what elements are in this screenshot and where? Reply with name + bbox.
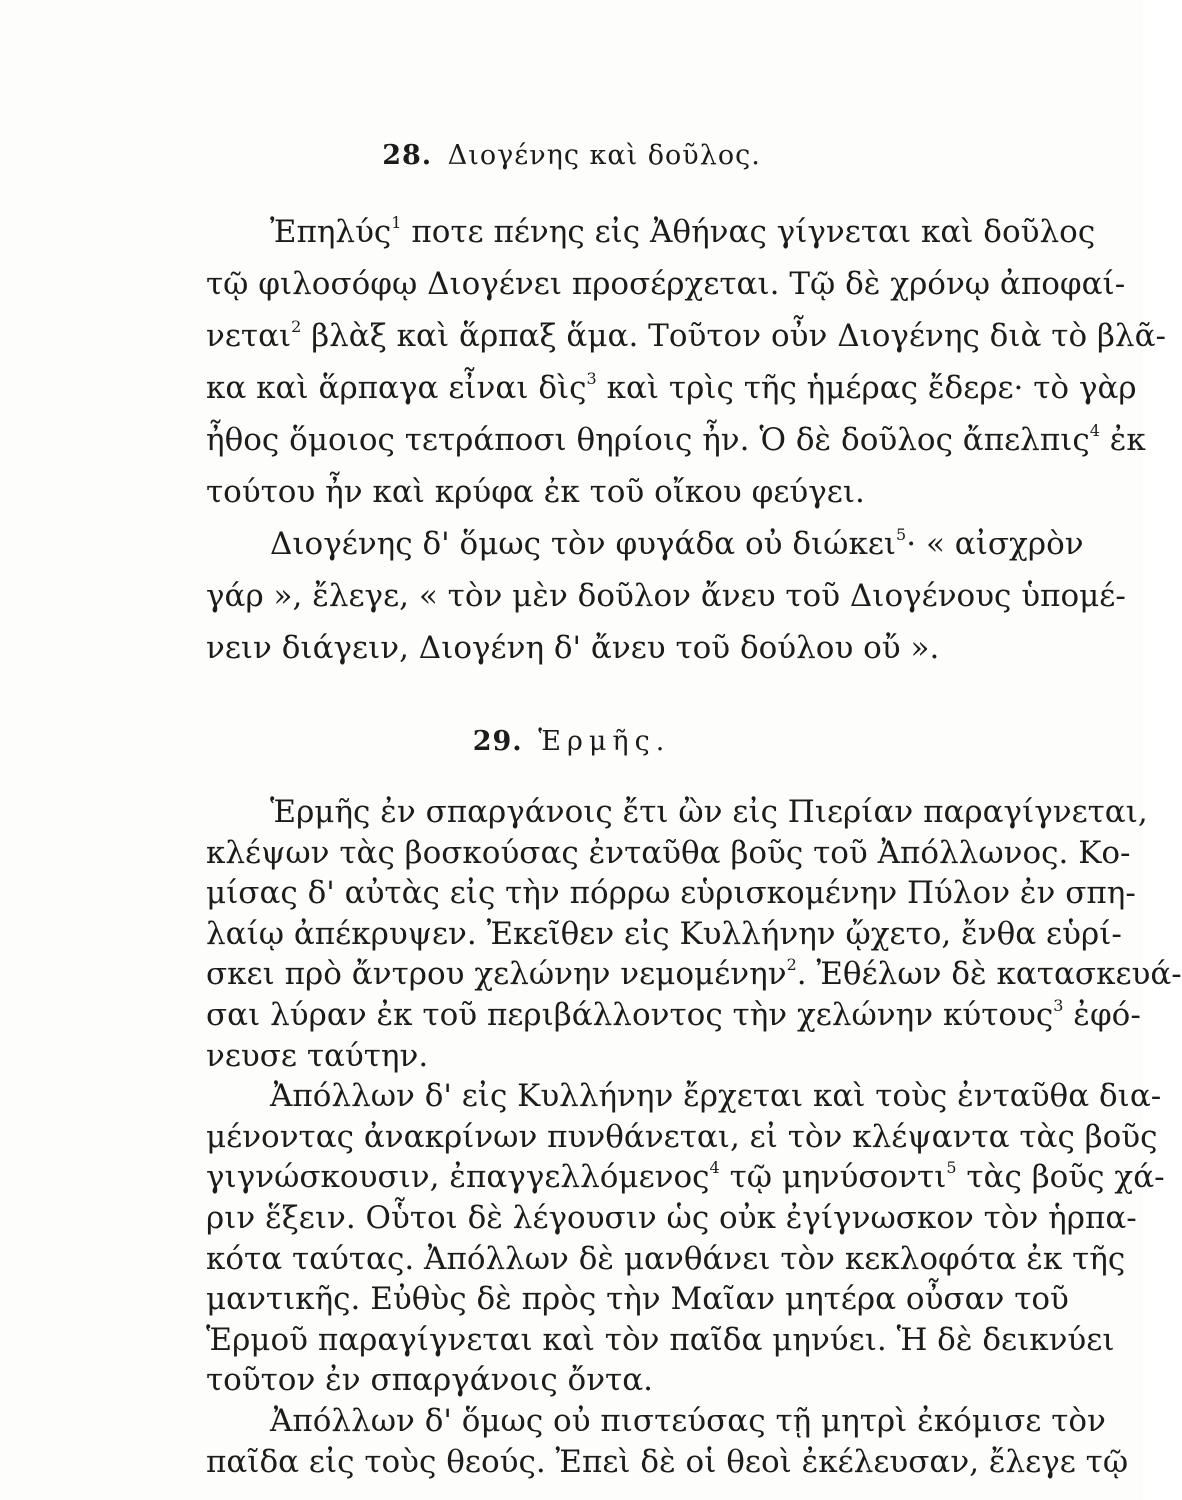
- section-heading: [0, 726, 1143, 757]
- text-line: γιγνώσκουσιν, ἐπαγγελλόμενος$^4$ τῷ μηνύσοντι$^5$ τὰς βοῦς χά-: [206, 1158, 1165, 1195]
- text-line: παῖδα εἰς τοὺς θεούς. Ἐπεὶ δὲ οἱ θεοὶ ἐκέλευσαν, ἔλεγε τῷ: [206, 1444, 1129, 1480]
- section-title: Διογένης καὶ δοῦλος.: [447, 140, 761, 171]
- text-line: σκει πρὸ ἄντρου χελώνην νεμομένην$^2$. Ἐθέλων δὲ κατασκευά-: [206, 955, 1182, 992]
- footnote-marker: 2: [291, 317, 302, 336]
- text-line: κότα ταύτας. Ἀπόλλων δὲ μανθάνει τὸν κεκλοφότα ἐκ τῆς: [206, 1241, 1126, 1277]
- text-line: Ἀπόλλων δ' εἰς Κυλλήνην ἔρχεται καὶ τοὺς ἐνταῦθα δια-: [270, 1078, 1162, 1114]
- text-line: Ἀπόλλων δ' ὅμως οὐ πιστεύσας τῇ μητρὶ ἐκόμισε τὸν: [270, 1403, 1106, 1439]
- text-line: μίσας δ' αὐτὰς εἰς τὴν πόρρω εὑρισκομένην Πύλον ἐν σπη-: [206, 875, 1136, 911]
- text-line: γάρ », ἔλεγε, « τὸν μὲν δοῦλον ἄνευ τοῦ Διογένους ὑπομέ-: [206, 578, 1126, 614]
- text-line: ἦθος ὅμοιος τετράποσι θηρίοις ἦν. Ὁ δὲ δοῦλος ἄπελπις$^4$ ἐκ: [206, 421, 1146, 458]
- text-line: τοῦτον ἐν σπαργάνοις ὄντα.: [206, 1362, 653, 1398]
- text-line: μένοντας ἀνακρίνων πυνθάνεται, εἰ τὸν κλέψαντα τὰς βοῦς: [206, 1119, 1158, 1155]
- text-line: μαντικῆς. Εὐθὺς δὲ πρὸς τὴν Μαῖαν μητέρα οὖσαν τοῦ: [206, 1281, 1069, 1317]
- footnote-marker: 5: [896, 525, 907, 544]
- footnote-marker: 1: [391, 213, 402, 232]
- text-line: ριν ἕξειν. Οὗτοι δὲ λέγουσιν ὡς οὐκ ἐγίγνωσκον τὸν ἡρπα-: [206, 1200, 1137, 1236]
- text-line: λαίῳ ἀπέκρυψεν. Ἐκεῖθεν εἰς Κυλλήνην ᾤχετο, ἔνθα εὑρί-: [206, 916, 1122, 952]
- text-line: τούτου ἦν καὶ κρύφα ἐκ τοῦ οἴκου φεύγει.: [206, 474, 865, 510]
- text-line: νεται$^2$ βλὰξ καὶ ἅρπαξ ἅμα. Τοῦτον οὖν Διογένης διὰ τὸ βλᾶ-: [206, 317, 1166, 354]
- footnote-marker: 4: [709, 1158, 720, 1177]
- section-number: 29.: [472, 726, 523, 757]
- footnote-marker: 4: [1089, 421, 1100, 440]
- text-line: σαι λύραν ἐκ τοῦ περιβάλλοντος τὴν χελώνην κύτους$^3$ ἐφό-: [206, 996, 1141, 1033]
- text-line: Ἑρμῆς ἐν σπαργάνοις ἔτι ὢν εἰς Πιερίαν παραγίγνεται,: [270, 794, 1148, 830]
- text-line: Διογένης δ' ὅμως τὸν φυγάδα οὐ διώκει$^5$· « αἰσχρὸν: [270, 525, 1084, 562]
- section-heading: [0, 140, 1143, 171]
- footnote-marker: 3: [1053, 996, 1064, 1015]
- text-line: νευσε ταύτην.: [206, 1038, 429, 1074]
- footnote-marker: 5: [946, 1158, 957, 1177]
- text-line: Ἑρμοῦ παραγίγνεται καὶ τὸν παῖδα μηνύει. Ἡ δὲ δεικνύει: [206, 1322, 1115, 1358]
- text-line: τῷ φιλοσόφῳ Διογένει προσέρχεται. Τῷ δὲ χρόνῳ ἀποφαί-: [206, 266, 1126, 302]
- text-line: κλέψων τὰς βοσκούσας ἐνταῦθα βοῦς τοῦ Ἀπόλλωνος. Κο-: [206, 835, 1131, 871]
- footnote-marker: 3: [586, 369, 597, 388]
- text-line: νειν διάγειν, Διογένη δ' ἄνευ τοῦ δούλου οὔ ».: [206, 630, 940, 666]
- text-line: Ἐπηλύς$^1$ ποτε πένης εἰς Ἀθήνας γίγνεται καὶ δοῦλος: [270, 213, 1096, 250]
- text-line: κα καὶ ἅρπαγα εἶναι δὶς$^3$ καὶ τρὶς τῆς ἡμέρας ἔδερε· τὸ γὰρ: [206, 369, 1137, 406]
- section-title: Ἑρμῆς.: [538, 726, 671, 757]
- section-number: 28.: [382, 140, 433, 171]
- footnote-marker: 2: [786, 955, 797, 974]
